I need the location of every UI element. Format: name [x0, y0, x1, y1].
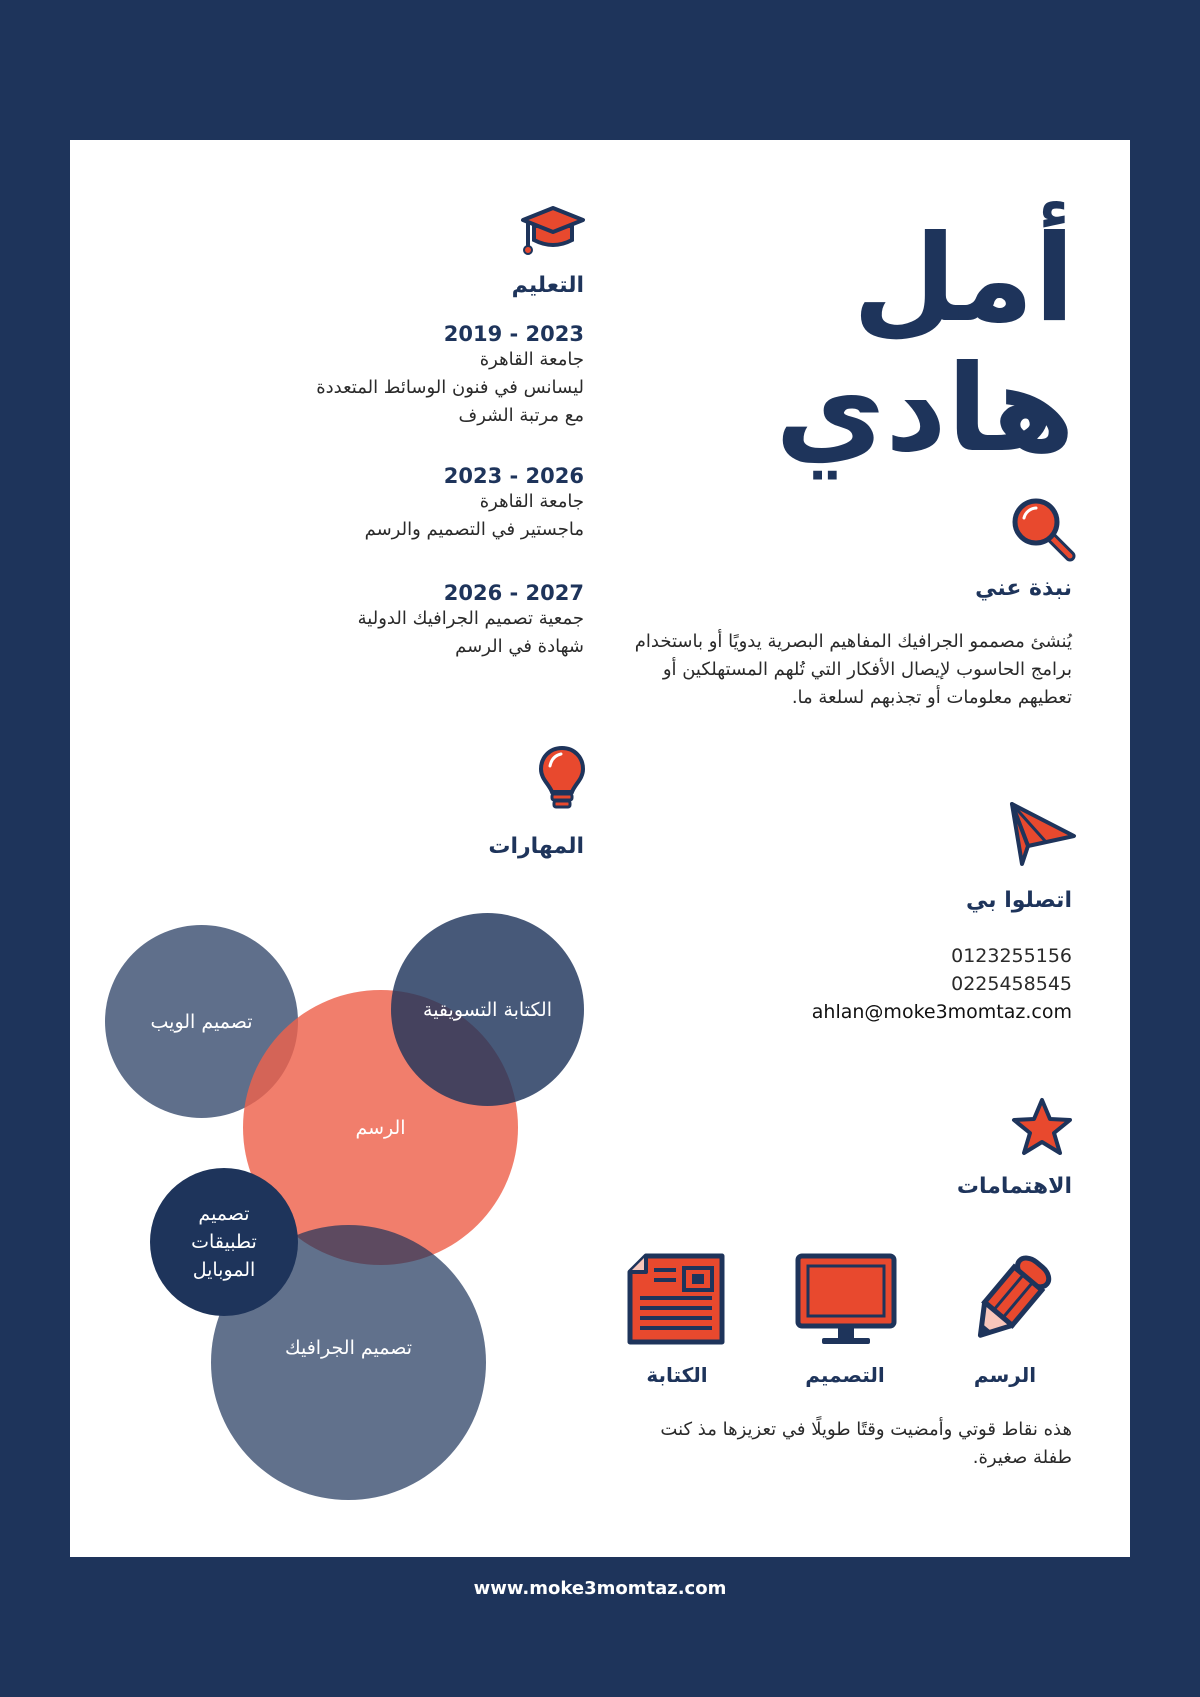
lightbulb-icon	[537, 744, 587, 812]
monitor-icon	[794, 1252, 898, 1348]
education-line: ماجستير في التصميم والرسم	[364, 519, 584, 540]
newspaper-icon	[624, 1252, 728, 1348]
education-period: 2027 - 2026	[443, 581, 584, 605]
name-block	[775, 210, 1075, 479]
first-name: أمل	[852, 210, 1075, 349]
skill-bubble-mobile-apps	[150, 1168, 298, 1316]
skill-label: الكتابة التسويقية	[423, 998, 552, 1021]
skill-bubble-marketing-writing	[391, 913, 584, 1106]
contact-details	[812, 942, 1072, 1026]
education-line: ليسانس في فنون الوسائط المتعددة	[316, 377, 584, 398]
interest-label-drawing: الرسم	[973, 1363, 1037, 1387]
education-item	[358, 581, 584, 661]
graduation-cap-icon	[520, 204, 586, 262]
footer-website[interactable]: www.moke3momtaz.com	[473, 1578, 727, 1599]
education-line: جامعة القاهرة	[479, 491, 584, 512]
contact-phone[interactable]: 0225458545	[951, 973, 1072, 995]
skill-label: الرسم	[355, 1116, 406, 1139]
star-icon	[1010, 1096, 1074, 1158]
education-line: جمعية تصميم الجرافيك الدولية	[357, 608, 584, 629]
interest-label-design: التصميم	[805, 1363, 885, 1387]
interests-title: الاهتمامات	[956, 1174, 1072, 1199]
education-line: شهادة في الرسم	[455, 636, 584, 657]
paper-plane-icon	[1006, 800, 1078, 868]
skills-title: المهارات	[488, 834, 584, 859]
last-name: هادي	[775, 340, 1075, 479]
interests-body: هذه نقاط قوتي وأمضيت وقتًا طويلًا في تعزيزها مذ كنت طفلة صغيرة.	[660, 1419, 1072, 1468]
education-line: جامعة القاهرة	[479, 349, 584, 370]
interest-label-writing: الكتابة	[646, 1363, 708, 1387]
skill-label: تصميم الويب	[150, 1010, 253, 1033]
education-line: مع مرتبة الشرف	[458, 405, 584, 426]
education-item	[316, 322, 584, 430]
education-period: 2023 - 2019	[443, 322, 584, 346]
education-title: التعليم	[511, 273, 584, 298]
about-body: يُنشئ مصممو الجرافيك المفاهيم البصرية يدويًا أو باستخدام برامج الحاسوب لإيصال الأفكار التي تُلهم المستهلكين أو تعطيهم معلومات أو تجذبهم لسلعة ما.	[634, 631, 1072, 708]
contact-title: اتصلوا بي	[966, 888, 1072, 913]
education-item	[365, 464, 584, 544]
about-title: نبذة عني	[975, 576, 1072, 601]
skill-label: تصميم الجرافيك	[284, 1336, 413, 1359]
contact-email[interactable]: ahlan@moke3momtaz.com	[811, 1001, 1072, 1023]
education-period: 2026 - 2023	[443, 464, 584, 488]
skill-label: تصميم تطبيقات الموبايل	[191, 1203, 257, 1281]
pencil-icon	[960, 1250, 1060, 1350]
magnifier-icon	[1010, 496, 1076, 562]
contact-phone[interactable]: 0123255156	[951, 945, 1072, 967]
